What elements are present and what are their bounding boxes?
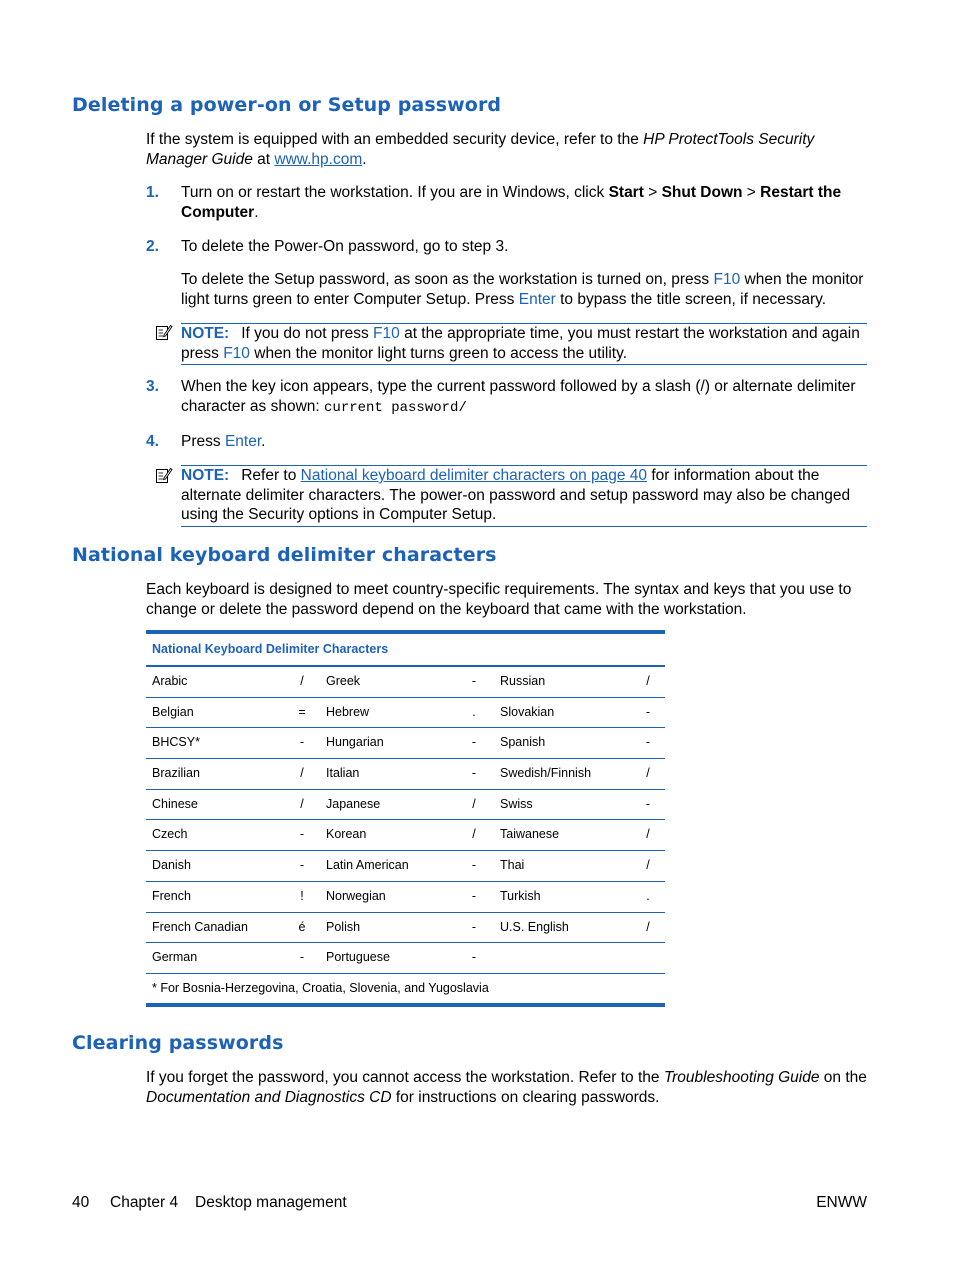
table-cell-delimiter: . xyxy=(472,704,476,719)
table-cell-delimiter: . xyxy=(646,888,650,903)
table-cell-language: Chinese xyxy=(152,796,198,811)
note-f10: NOTE: If you do not press F10 at the appropriate time, you must restart the workstation and again press F10 when the monitor light turns green to access the utility. xyxy=(181,323,867,365)
table-cell-language: Turkish xyxy=(500,888,541,903)
table-cell-delimiter: / xyxy=(300,674,304,688)
table-cell-language: BHCSY* xyxy=(152,735,200,750)
table-cell-language: Swedish/Finnish xyxy=(500,766,592,781)
table-cell-language: French xyxy=(152,888,191,903)
table-cell-language: Greek xyxy=(326,674,361,688)
table-row xyxy=(146,820,665,851)
note-icon xyxy=(155,323,173,341)
table-cell-delimiter: é xyxy=(298,919,306,934)
table-cell-delimiter: / xyxy=(646,858,650,873)
table-cell-delimiter: / xyxy=(300,766,304,781)
table-cell-delimiter: - xyxy=(471,950,477,965)
table-cell-delimiter: ! xyxy=(300,888,304,903)
table-cell-delimiter: - xyxy=(645,796,651,811)
table-row xyxy=(146,790,665,821)
delimiter-page-link[interactable]: National keyboard delimiter characters on page 40 xyxy=(300,467,648,484)
table-row xyxy=(146,943,665,974)
table-cell-delimiter: / xyxy=(472,796,476,811)
table-cell-delimiter: - xyxy=(299,735,305,750)
table-cell-delimiter: - xyxy=(471,674,477,688)
table-cell-language: Czech xyxy=(152,827,188,842)
table-cell-delimiter: - xyxy=(299,858,305,873)
delimiter-table xyxy=(146,630,665,1007)
table-cell-language: Hungarian xyxy=(326,735,384,750)
table-cell-language: Latin American xyxy=(326,858,409,873)
table-row xyxy=(146,759,665,790)
table-cell-language: Brazilian xyxy=(152,766,200,781)
clearing-paragraph: If you forget the password, you cannot access the workstation. Refer to the Troubleshooting Guide on the Documentation and Diagnostics CD for instructions on clearing passwords. xyxy=(146,1069,867,1106)
table-row xyxy=(146,851,665,882)
intro-paragraph: If the system is equipped with an embedded security device, refer to the HP ProtectTools Security Manager Guide at www.hp.com. xyxy=(146,131,815,168)
table-cell-delimiter: - xyxy=(471,888,477,903)
table-cell-language: Hebrew xyxy=(326,704,370,719)
table-row xyxy=(146,667,665,698)
table-cell-language: German xyxy=(152,950,198,965)
table-cell-language: Norwegian xyxy=(326,888,386,903)
table-cell-delimiter: / xyxy=(646,674,650,688)
heading-deleting-password: Deleting a power-on or Setup password xyxy=(72,94,502,116)
table-cell-language: Polish xyxy=(326,919,361,934)
table-cell-delimiter: - xyxy=(299,827,305,842)
table-cell-language: U.S. English xyxy=(500,919,569,934)
key-f10: F10 xyxy=(713,271,741,288)
footer-chapter-title: Desktop management xyxy=(195,1194,347,1211)
table-cell-delimiter: - xyxy=(471,919,477,934)
table-cell-delimiter: / xyxy=(646,766,650,781)
table-cell-delimiter: - xyxy=(471,858,477,873)
key-enter: Enter xyxy=(518,290,556,308)
table-footnote: * For Bosnia-Herzegovina, Croatia, Slovenia, and Yugoslavia xyxy=(152,980,489,995)
table-cell-language: Belgian xyxy=(152,704,194,719)
table-cell-delimiter: / xyxy=(646,827,650,842)
table-cell-language: Arabic xyxy=(152,674,188,688)
code-current-password: current password/ xyxy=(324,399,467,416)
table-cell-language: French Canadian xyxy=(152,919,248,934)
table-row xyxy=(146,728,665,759)
table-cell-language: Japanese xyxy=(326,796,381,811)
table-cell-delimiter: - xyxy=(645,704,651,719)
table-cell-delimiter: / xyxy=(646,919,650,934)
table-cell-delimiter: / xyxy=(300,796,304,811)
heading-clearing-passwords: Clearing passwords xyxy=(72,1032,284,1054)
table-cell-language: Danish xyxy=(152,858,191,873)
table-cell-delimiter: = xyxy=(298,704,306,719)
table-cell-language: Portuguese xyxy=(326,950,390,965)
table-cell-language: Slovakian xyxy=(500,704,555,719)
table-cell-language: Russian xyxy=(500,674,546,688)
table-cell-delimiter: - xyxy=(471,735,477,750)
table-cell-language: Thai xyxy=(500,858,525,873)
keyboard-intro-paragraph: Each keyboard is designed to meet country-specific requirements. The syntax and keys that you use to change or delete the password depend on the keyboard that came with the workstation. xyxy=(146,581,852,618)
table-cell-language: Italian xyxy=(326,766,360,781)
table-cell-language: Taiwanese xyxy=(500,827,560,842)
hp-website-link[interactable]: www.hp.com xyxy=(274,150,363,168)
heading-national-keyboard: National keyboard delimiter characters xyxy=(72,544,497,566)
table-cell-language: Korean xyxy=(326,827,367,842)
table-cell-delimiter: - xyxy=(471,766,477,781)
table-cell-delimiter: - xyxy=(645,735,651,750)
table-title: National Keyboard Delimiter Characters xyxy=(146,634,665,667)
table-row xyxy=(146,882,665,913)
table-row xyxy=(146,698,665,729)
table-cell-language: Swiss xyxy=(500,796,533,811)
table-cell-delimiter: / xyxy=(472,827,476,842)
table-row xyxy=(146,913,665,944)
note-delimiter-reference: NOTE: Refer to National keyboard delimiter characters on page 40 for information about the alternate delimiter characters. The power-on password and setup password may also be changed using the Security options in Computer Setup. xyxy=(181,465,867,527)
footer-chapter: Chapter 4 xyxy=(110,1194,179,1211)
footer-page-number: 40 xyxy=(72,1194,90,1211)
table-cell-language: Spanish xyxy=(500,735,546,750)
note-icon xyxy=(155,466,173,484)
table-cell-delimiter: - xyxy=(299,950,305,965)
footer-enww: ENWW xyxy=(816,1194,867,1211)
